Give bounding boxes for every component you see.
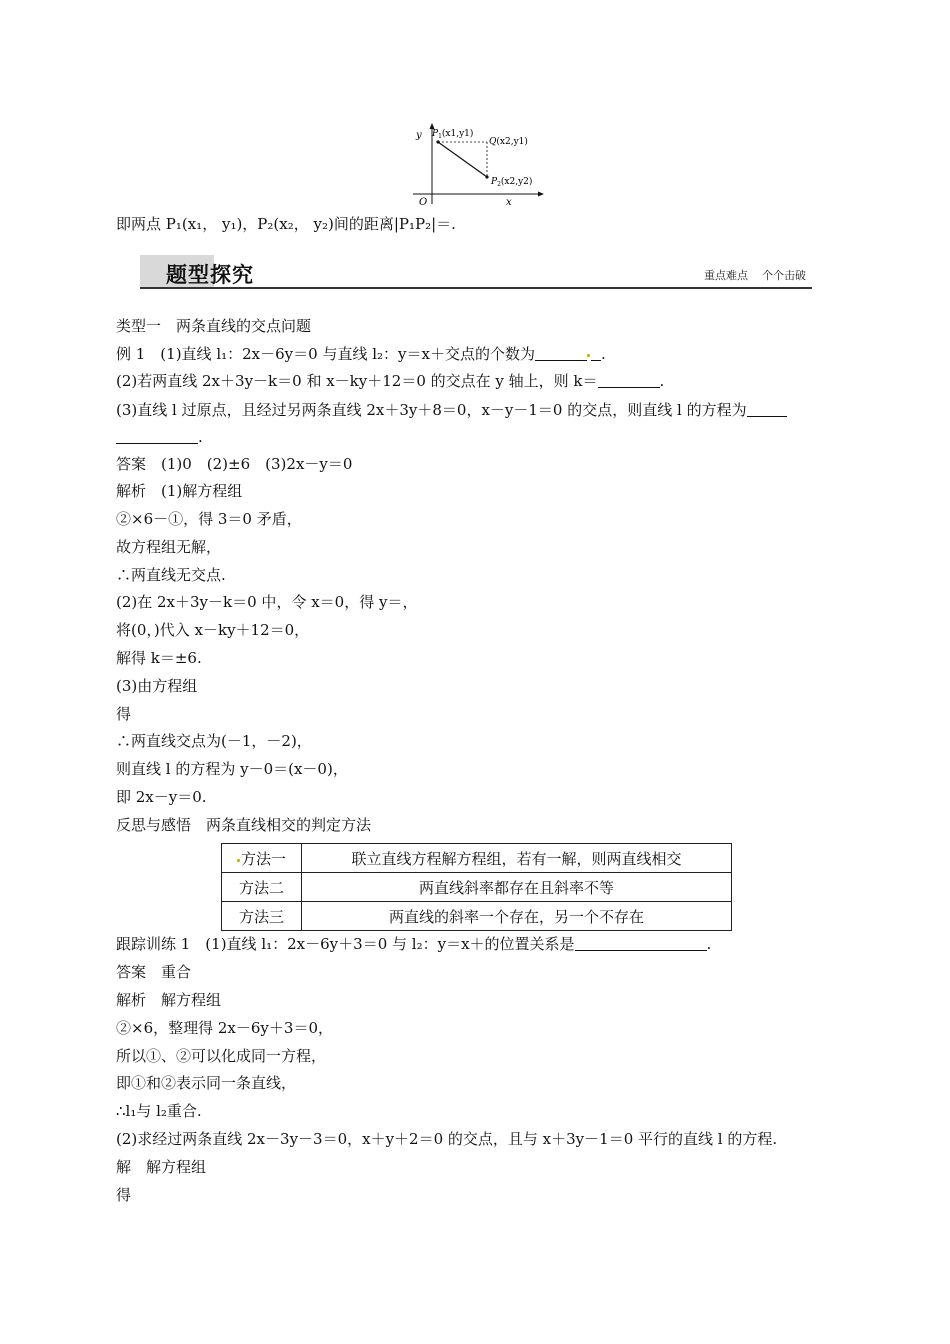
section-title: 题型探究: [166, 263, 254, 287]
answer-blank: [535, 346, 587, 361]
solution-line: 解 解方程组: [116, 1158, 207, 1176]
answer-blank: [575, 936, 707, 951]
period: .: [659, 372, 665, 390]
solution-line: ∴l₁与 l₂重合.: [116, 1102, 202, 1120]
section-subtitle: 重点难点 个个击破: [704, 269, 806, 282]
solution-line: 即 2x－y＝0.: [116, 788, 207, 806]
origin-label: O: [419, 197, 428, 208]
solution-line: 故方程组无解，: [116, 538, 222, 556]
example1-part1-text: 例 1 (1)直线 l₁：2x－6y＝0 与直线 l₂：y＝x＋交点的个数为: [116, 345, 535, 363]
solution-line: 解得 k＝±6.: [116, 649, 202, 667]
solution-line: (2)在 2x＋3y－k＝0 中，令 x＝0，得 y＝，: [116, 593, 418, 611]
p2-label: $P_2(x2,y2)$: [491, 177, 533, 188]
solution-line: ∴两直线无交点.: [116, 566, 226, 584]
segment-p1-p2: [438, 142, 487, 177]
follow-up-1-text: 跟踪训练 1 (1)直线 l₁：2x－6y＋3＝0 与 l₂：y＝x＋的位置关系是: [116, 935, 575, 953]
type1-title: 类型一 两条直线的交点问题: [116, 317, 312, 335]
method-desc: 两直线的斜率一个存在，另一个不存在: [302, 902, 732, 931]
method-name: [222, 844, 302, 873]
distance-line: 即两点 P₁(x₁， y₁)，P₂(x₂， y₂)间的距离|P₁P₂|＝.: [116, 215, 456, 233]
example1-part3-text: (3)直线 l 过原点，且经过另两条直线 2x＋3y＋8＝0，x－y－1＝0 的交点，则直线 l 的方程为: [116, 401, 747, 419]
point-p1: [436, 140, 439, 143]
solution-line: ∴两直线交点为(－1，－2)，: [116, 732, 312, 750]
example1-part2-text: (2)若两直线 2x＋3y－k＝0 和 x－ky＋12＝0 的交点在 y 轴上，则 k＝: [116, 372, 598, 390]
y-axis-label: y: [416, 130, 422, 141]
method-name: 方法二: [222, 873, 302, 902]
q-label: Q(x2,y1): [489, 137, 528, 147]
method-name-text: 方法一: [240, 849, 286, 868]
solution-line: ②×6－①，得 3＝0 矛盾，: [116, 510, 302, 528]
period: .: [198, 428, 203, 446]
method-name: 方法三: [222, 902, 302, 931]
section-header: [140, 255, 812, 291]
section-rule: [140, 287, 812, 289]
solution-line: 即①和②表示同一条直线，: [116, 1074, 297, 1092]
follow-up-1: [116, 934, 711, 954]
solution-line: 所以①、②可以化成同一方程，: [116, 1047, 327, 1065]
mark-dot: [237, 859, 240, 862]
coordinate-figure: [405, 120, 545, 208]
reflection-title: 反思与感悟 两条直线相交的判定方法: [116, 816, 372, 834]
analysis1: 解析 (1)解方程组: [116, 482, 243, 500]
table-row: [222, 844, 732, 873]
solution-line: 得: [116, 705, 132, 723]
example1-part3-cont: [116, 427, 203, 447]
answer-blank: [598, 373, 660, 388]
solution-line: 得: [116, 1186, 132, 1204]
x-axis-arrow: [538, 192, 544, 197]
solution-line: 将(0，)代入 x－ky＋12＝0，: [116, 621, 310, 639]
problem-part2: (2)求经过两条直线 2x－3y－3＝0，x＋y＋2＝0 的交点，且与 x＋3y－1＝0 平行的直线 l 的方程.: [116, 1130, 778, 1148]
mark-dot: [587, 354, 590, 357]
method-desc: 联立直线方程解方程组，若有一解，则两直线相交: [302, 844, 732, 873]
answer2: 答案 重合: [116, 963, 192, 981]
example1-part3: [116, 400, 787, 420]
solution-line: ②×6，整理得 2x－6y＋3＝0，: [116, 1019, 333, 1037]
analysis2: 解析 解方程组: [116, 991, 222, 1009]
method-desc: 两直线斜率都存在且斜率不等: [302, 873, 732, 902]
answer1: 答案 (1)0 (2)±6 (3)2x－y＝0: [116, 455, 353, 473]
answer-blank: [116, 429, 198, 444]
table-row: [222, 873, 732, 902]
answer-blank: [591, 346, 601, 361]
period: .: [706, 935, 712, 953]
table-row: [222, 902, 732, 931]
x-axis-label: x: [506, 197, 512, 208]
methods-table: [221, 843, 732, 931]
example1-part2: [116, 371, 664, 391]
answer-blank: [747, 402, 787, 417]
example1-part1: [116, 344, 606, 364]
solution-line: (3)由方程组: [116, 677, 198, 695]
point-p2: [485, 175, 488, 178]
solution-line: 则直线 l 的方程为 y－0＝(x－0)，: [116, 760, 348, 778]
p1-label: $P_1(x1,y1)$: [432, 129, 474, 140]
period: .: [600, 345, 606, 363]
